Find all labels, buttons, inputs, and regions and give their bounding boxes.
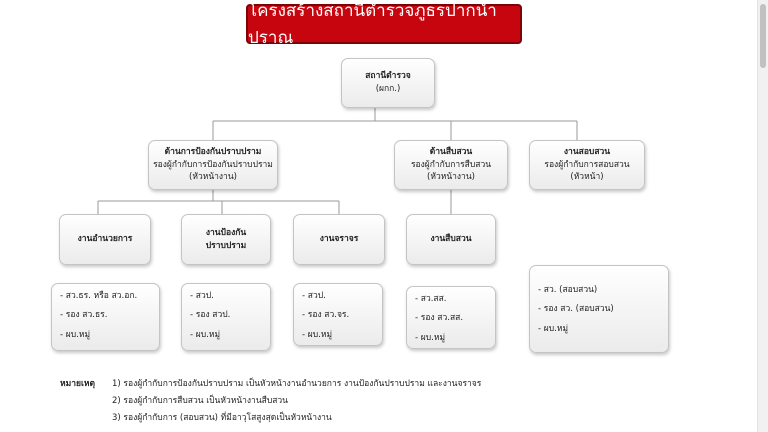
notes-label: หมายเหตุ	[60, 379, 95, 389]
division-head-title: รองผู้กำกับการสืบสวน	[410, 159, 492, 170]
inquiry-division-box	[529, 140, 645, 190]
staff-list-admin	[51, 283, 160, 351]
division-head-note: (หัวหน้างาน)	[189, 172, 237, 183]
unit-prevention-box	[181, 214, 271, 265]
division-heading: ด้านการป้องกันปราบปราม	[164, 146, 262, 157]
unit-label: งานอำนวยการ	[77, 234, 133, 245]
note-item: 2) รองผู้กำกับการสืบสวน เป็นหัวหน้างานสืบสวน	[112, 396, 288, 406]
note-item: 3) รองผู้กำกับการ (สอบสวน) ที่มีอาวุโสสูงสุดเป็นหัวหน้างาน	[112, 413, 332, 423]
staff-item: - รอง สวป.	[190, 310, 231, 321]
staff-item: - ผบ.หมู่	[538, 323, 569, 334]
note-row	[60, 376, 481, 393]
vertical-scrollbar[interactable]	[757, 0, 768, 432]
division-head-note: (หัวหน้า)	[570, 172, 604, 183]
unit-label: งานป้องกัน	[205, 227, 247, 238]
staff-list-investigation	[406, 286, 496, 349]
root-sub: (ผกก.)	[375, 84, 401, 94]
staff-item: - ผบ.หมู่	[60, 329, 91, 340]
staff-list-prevention	[181, 283, 271, 351]
staff-item: - สวป.	[190, 291, 214, 301]
division-heading: งานสอบสวน	[563, 146, 611, 157]
division-head-title: รองผู้กำกับการป้องกันปราบปราม	[153, 159, 273, 170]
notes-section	[60, 376, 481, 427]
staff-item: - รอง สว.จร.	[302, 310, 350, 321]
note-item: 1) รองผู้กำกับการป้องกันปราบปราม เป็นหัวหน้างานอำนวยการ งานป้องกันปราบปราม และงานจราจร	[112, 379, 482, 389]
staff-item: - ผบ.หมู่	[190, 329, 221, 340]
unit-label: งานสืบสวน	[430, 234, 472, 245]
unit-label: งานจราจร	[319, 234, 359, 245]
staff-item: - สว.สส.	[415, 294, 447, 304]
division-head-note: (หัวหน้างาน)	[427, 172, 475, 183]
unit-traffic-box	[293, 214, 385, 265]
investigation-division-box	[394, 140, 508, 190]
staff-item: - สวป.	[302, 291, 326, 301]
staff-item: - รอง สว.สส.	[415, 313, 464, 324]
staff-item: - ผบ.หมู่	[302, 329, 333, 340]
note-row	[60, 410, 481, 427]
note-row	[60, 393, 481, 410]
unit-label-2: ปราบปราม	[205, 240, 247, 251]
division-head-title: รองผู้กำกับการสอบสวน	[544, 159, 630, 170]
division-heading: ด้านสืบสวน	[429, 146, 473, 157]
prevention-division-box	[148, 140, 278, 190]
staff-item: - รอง สว. (สอบสวน)	[538, 304, 614, 315]
staff-item: - ผบ.หมู่	[415, 332, 446, 343]
staff-item: - รอง สว.ธร.	[60, 310, 108, 321]
scrollbar-thumb[interactable]	[760, 4, 766, 68]
staff-item: - สว. (สอบสวน)	[538, 285, 598, 295]
unit-investigation-box	[406, 214, 496, 265]
root-station-box	[341, 58, 435, 108]
root-heading: สถานีตำรวจ	[365, 71, 411, 82]
chart-title: โครงสร้างสถานีตำรวจภูธรปากน้ำปราณ	[246, 4, 522, 44]
staff-list-inquiry	[529, 265, 669, 353]
unit-admin-box	[59, 214, 151, 265]
staff-list-traffic	[293, 283, 383, 346]
staff-item: - สว.ธร. หรือ สว.อก.	[60, 291, 138, 301]
